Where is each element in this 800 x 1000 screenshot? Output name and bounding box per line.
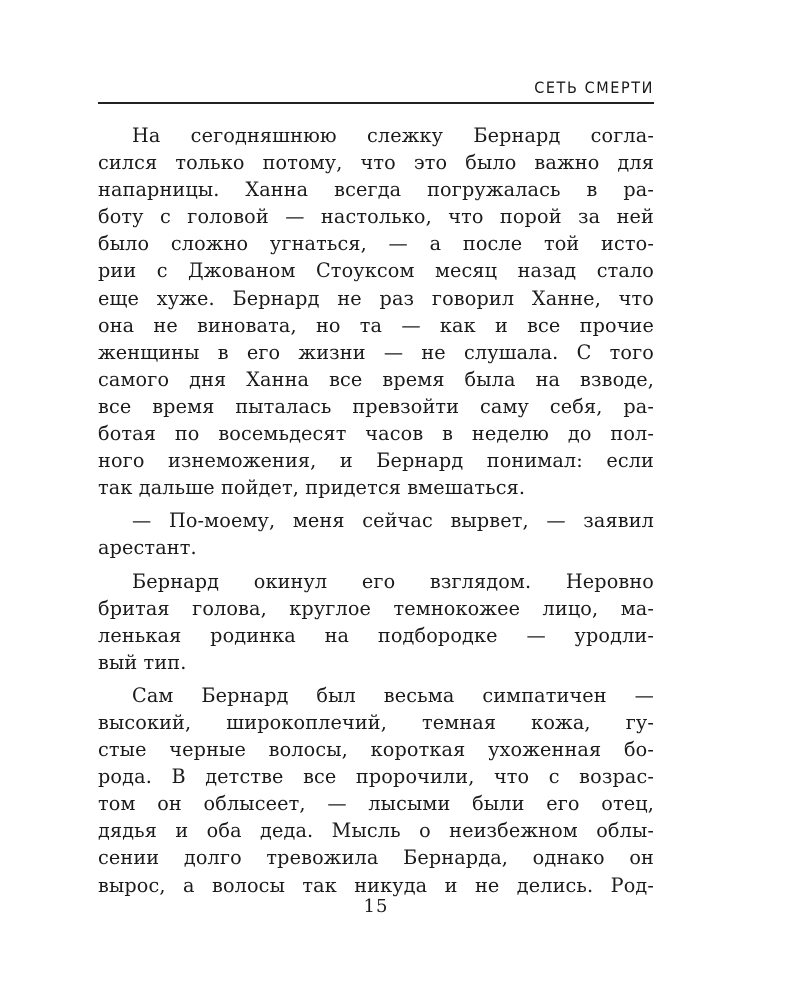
text-line: стые черные волосы, короткая ухоженная бо-: [98, 738, 654, 762]
text-line: рода. В детстве все пророчили, что с возрас-: [98, 765, 654, 789]
paragraph: [98, 507, 654, 561]
paragraph: [98, 682, 654, 899]
text-line: женщины в его жизни — не слушала. С того: [98, 340, 654, 364]
text-line: бритая голова, круглое темнокожее лицо, ма-: [98, 596, 654, 620]
text-line: — По-моему, меня сейчас вырвет, — заявил: [132, 509, 654, 533]
text-line: Сам Бернард был весьма симпатичен —: [132, 683, 654, 707]
text-line: самого дня Ханна все время была на взводе,: [98, 367, 654, 391]
text-line: ного изнеможения, и Бернард понимал: если: [98, 449, 654, 473]
text-line: напарницы. Ханна всегда погружалась в ра-: [98, 178, 654, 202]
text-line: было сложно угнаться, — а после той исто-: [98, 232, 654, 256]
text-line: вырос, а волосы так никуда и не делись. Род-: [98, 873, 654, 897]
text-line: сился только потому, что это было важно для: [98, 151, 654, 175]
text-line: так дальше пойдет, придется вмешаться.: [98, 476, 526, 500]
text-line: высокий, широкоплечий, темная кожа, гу-: [98, 710, 654, 734]
text-line: сении долго тревожила Бернарда, однако он: [98, 846, 654, 870]
text-line: ботая по восемьдесят часов в неделю до пол-: [98, 422, 654, 446]
text-line: Бернард окинул его взглядом. Неровно: [132, 569, 654, 593]
text-line: ленькая родинка на подбородке — уродли-: [98, 623, 654, 647]
paragraph: [98, 122, 654, 501]
running-head-title: СЕТЬ СМЕРТИ: [534, 78, 654, 97]
text-line: арестант.: [98, 536, 197, 560]
body-text: [98, 122, 654, 899]
running-head: [98, 76, 654, 104]
paragraph: [98, 568, 654, 676]
text-line: боту с головой — настолько, что порой за ней: [98, 205, 654, 229]
text-line: рии с Джованом Стоуксом месяц назад стало: [98, 259, 654, 283]
text-line: том он облысеет, — лысыми были его отец,: [98, 792, 654, 816]
text-line: вый тип.: [98, 650, 187, 674]
text-line: она не виновата, но та — как и все прочие: [98, 313, 654, 337]
text-line: все время пыталась превзойти саму себя, ра-: [98, 394, 654, 418]
text-line: На сегодняшнюю слежку Бернард согла-: [132, 124, 654, 147]
text-line: дядья и оба деда. Мысль о неизбежном облы-: [98, 819, 654, 843]
text-line: еще хуже. Бернард не раз говорил Ханне, что: [98, 286, 654, 310]
page-number: 15: [363, 896, 389, 917]
